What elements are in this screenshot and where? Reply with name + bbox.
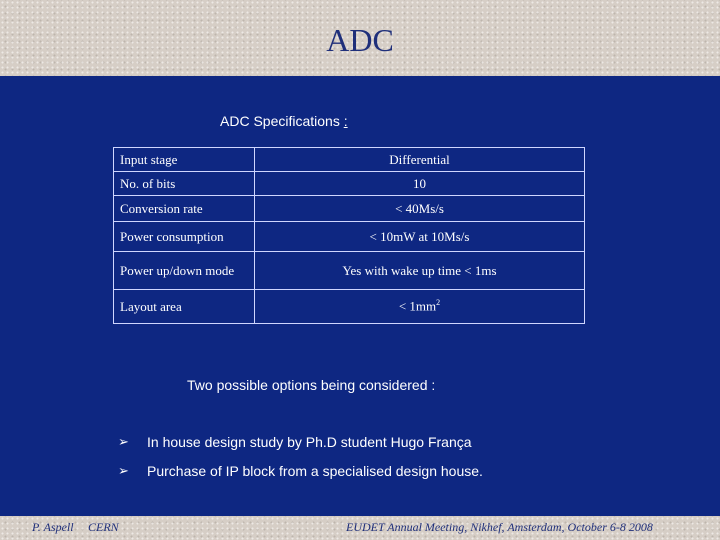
table-row [114, 172, 585, 196]
footer-org: CERN [88, 520, 119, 534]
spec-value: 10 [255, 172, 585, 196]
spec-heading-colon: : [343, 113, 348, 129]
option-text: Purchase of IP block from a specialised design house. [147, 463, 483, 479]
spec-heading-text: ADC Specifications [220, 113, 340, 129]
spec-param: Layout area [114, 290, 255, 324]
table-row [114, 148, 585, 172]
spec-value: Differential [255, 148, 585, 172]
table-row [114, 252, 585, 290]
footer-event: EUDET Annual Meeting, Nikhef, Amsterdam, October 6-8 2008 [346, 520, 653, 534]
spec-value: < 10mW at 10Ms/s [255, 222, 585, 252]
spec-param: No. of bits [114, 172, 255, 196]
spec-param: Power consumption [114, 222, 255, 252]
spec-value: Yes with wake up time < 1ms [255, 252, 585, 290]
table-row [114, 196, 585, 222]
spec-value-area [255, 290, 585, 324]
spec-param: Power up/down mode [114, 252, 255, 290]
table-row [114, 222, 585, 252]
footer-author: P. Aspell [32, 520, 74, 534]
spec-param: Input stage [114, 148, 255, 172]
spec-table [113, 147, 585, 324]
arrow-bullet-icon: ➢ [118, 463, 129, 478]
arrow-bullet-icon: ➢ [118, 434, 129, 449]
spec-value: < 40Ms/s [255, 196, 585, 222]
spec-heading [220, 113, 348, 129]
table-row [114, 290, 585, 324]
spec-value: < 1mm [398, 298, 437, 314]
slide-title: ADC [326, 22, 394, 58]
options-heading: Two possible options being considered : [187, 377, 436, 393]
footer [0, 516, 720, 540]
spec-param: Conversion rate [114, 196, 255, 222]
option-text: In house design study by Ph.D student Hugo França [147, 434, 472, 450]
spec-value-superscript: 2 [436, 298, 441, 308]
list-item [118, 434, 472, 450]
list-item [118, 463, 483, 479]
